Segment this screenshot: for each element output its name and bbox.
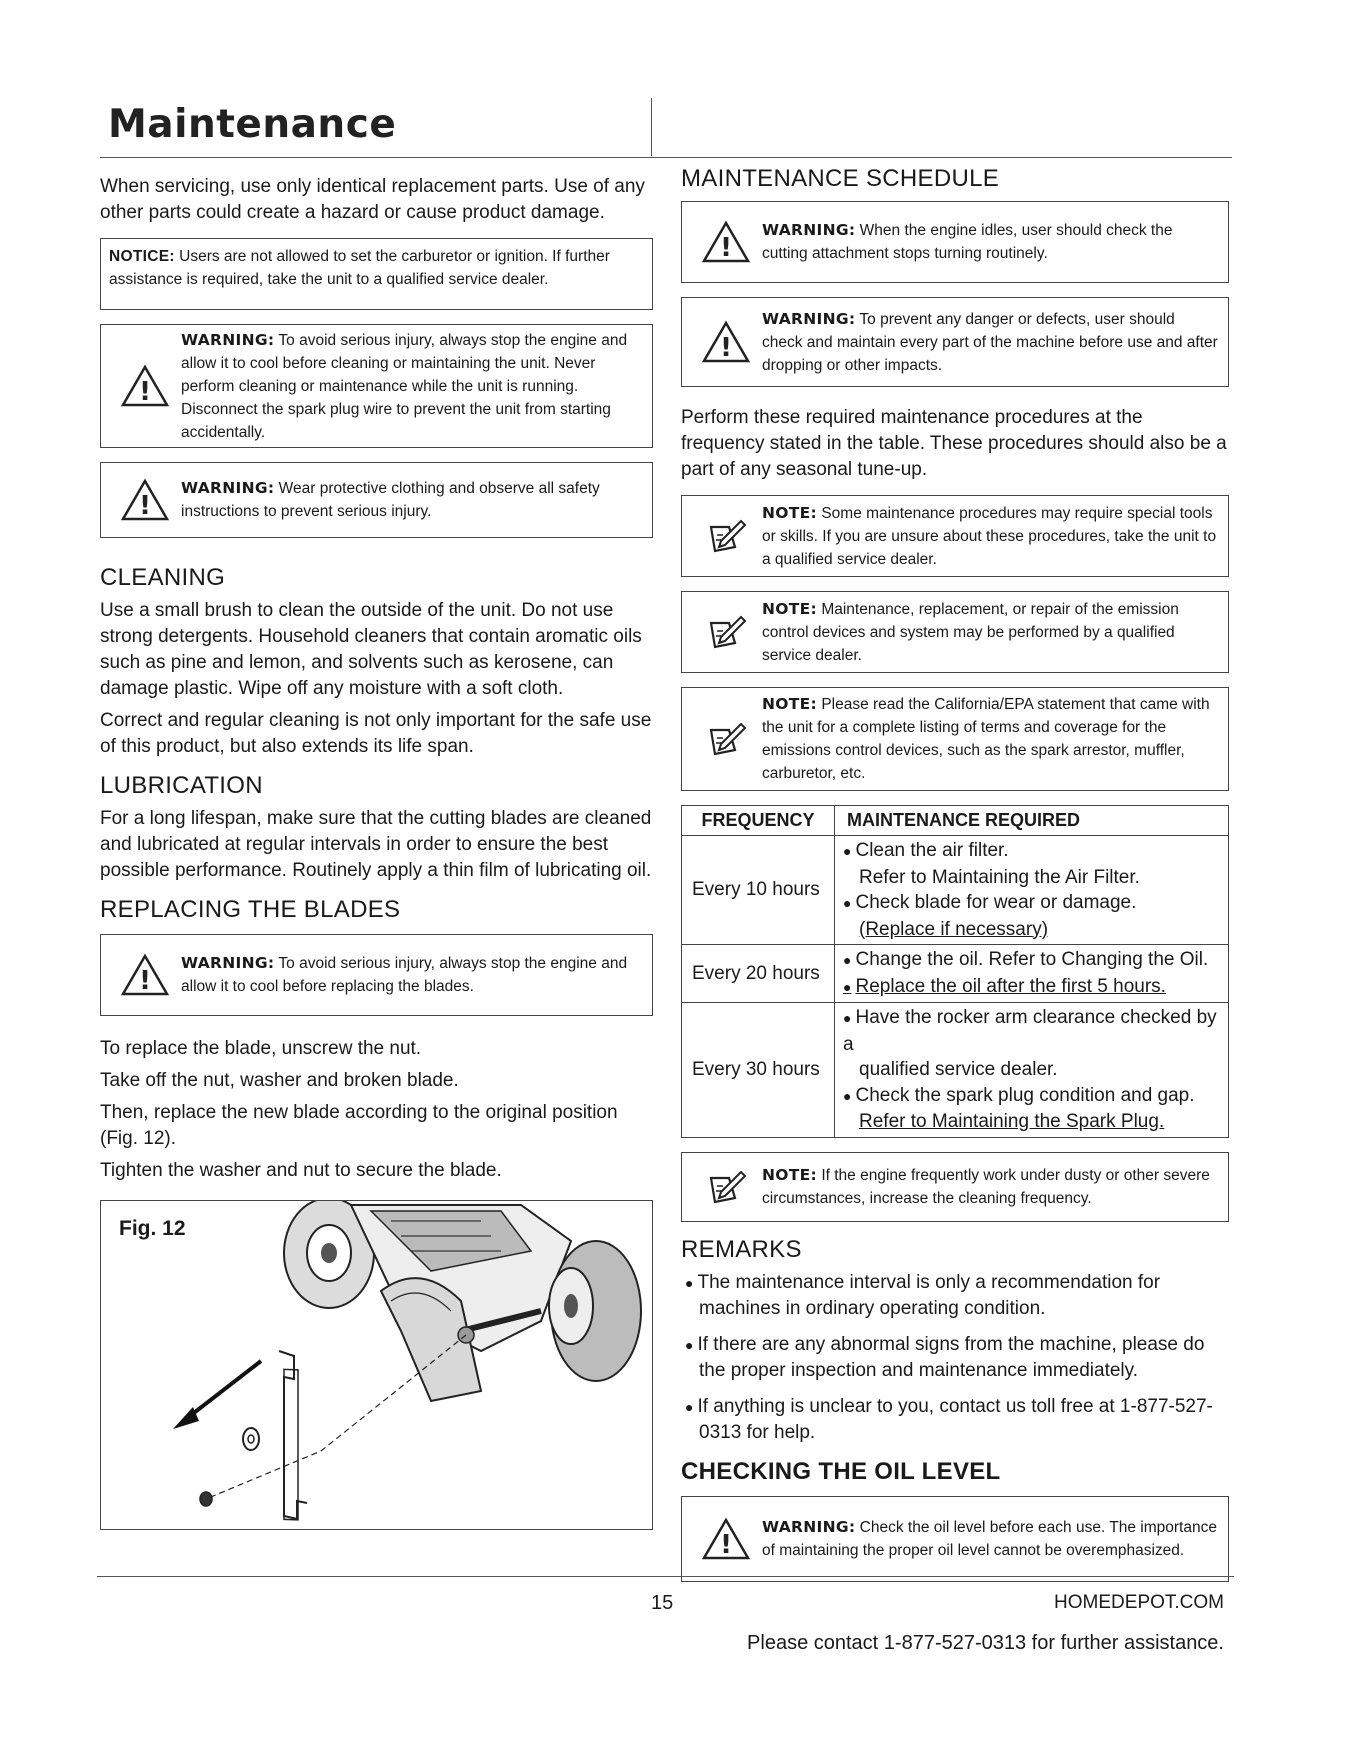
page-title: Maintenance [108,102,397,147]
remarks-heading: REMARKS [681,1235,802,1263]
warning-text-block [762,1516,1218,1562]
table-row [682,1003,1229,1138]
note-pencil-icon [690,1166,762,1208]
note-box-emission [681,591,1229,673]
note-pencil-icon [690,611,762,653]
note-text-block [762,693,1218,785]
footer-rule [97,1576,1234,1577]
note-text-block [762,502,1218,571]
notice-box [100,238,653,310]
list-item: ● The maintenance interval is only a recommendation for machines in ordinary operating condition. [685,1271,1161,1319]
warning-text-block [181,477,642,523]
page-number: 15 [651,1592,674,1614]
warning-text-block [762,308,1218,377]
blade-step-1: To replace the blade, unscrew the nut. [100,1038,422,1059]
warning-keyword: WARNING: [181,479,275,497]
svg-text:!: ! [720,333,732,363]
title-rule [100,157,1232,158]
task-line: ● Change the oil. Refer to Changing the Oil. [843,949,1209,970]
warning-text: When the engine idles, user should check the cutting attachment stops turning routinely. [762,222,1173,262]
left-column [100,174,653,1530]
note-box-dusty [681,1152,1229,1222]
cleaning-paragraph-1: Use a small brush to clean the outside of the unit. Do not use strong detergents. Household cleaners that contain aromatic oils such as pine and lemon, and solvents such as kerosene, can damage plastic. Wipe off any moisture with a soft cloth. [100,600,642,699]
task-subline: (Replace if necessary) [859,918,1049,940]
warning-keyword: WARNING: [762,1517,856,1536]
warning-text-block [181,329,642,444]
warning-text: Check the oil level before each use. The importance of maintaining the proper oil level cannot be overemphasized. [762,1518,1217,1559]
note-text: Some maintenance procedures may require special tools or skills. If you are unsure about these procedures, take the unit to a qualified service dealer. [762,504,1217,568]
warning-icon [109,478,181,522]
task-line: ● Replace the oil after the first 5 hours. [843,975,1166,997]
warning-box-oil [681,1496,1229,1582]
cleaning-heading: CLEANING [100,564,226,591]
figure-12 [100,1200,653,1530]
blades-heading: REPLACING THE BLADES [100,896,401,923]
table-row [682,836,1229,945]
svg-text:!: ! [139,966,151,996]
task-line: ● Have the rocker arm clearance checked by a [843,1007,1217,1055]
blade-step-3: Then, replace the new blade according to the original position (Fig. 12). [100,1102,618,1149]
note-keyword: NOTE: [762,695,818,713]
warning-text: To prevent any danger or defects, user should check and maintain every part of the machine before use and after dropping or other impacts. [762,310,1218,374]
contact-line: Please contact 1-877-527-0313 for further assistance. [747,1632,1224,1654]
schedule-intro: Perform these required maintenance procedures at the frequency stated in the table. These procedures should also be a part of any seasonal tune-up. [681,407,1227,480]
blade-step-2: Take off the nut, washer and broken blade. [100,1070,459,1091]
cleaning-paragraph-2: Correct and regular cleaning is not only important for the safe use of this product, but also extends its life span. [100,710,652,757]
frequency-cell: Every 30 hours [682,1003,835,1138]
note-keyword: NOTE: [762,1165,818,1184]
note-pencil-icon [690,515,762,557]
warning-text-block [181,952,642,998]
note-pencil-icon [690,718,762,760]
task-subline: qualified service dealer. [859,1059,1058,1080]
warning-icon [690,320,762,364]
warning-box-blades [100,934,653,1016]
warning-text: Wear protective clothing and observe all safety instructions to prevent serious injury. [181,480,600,520]
task-line: ● Check the spark plug condition and gap. [843,1084,1195,1106]
column-header-required: MAINTENANCE REQUIRED [835,806,1229,836]
warning-keyword: WARNING: [762,221,856,239]
svg-text:!: ! [720,233,732,263]
warning-keyword: WARNING: [181,330,275,349]
warning-icon [690,1517,762,1561]
note-box-tools [681,495,1229,577]
edger-blade-illustration [101,1201,651,1527]
note-text: If the engine frequently work under dusty or other severe circumstances, increase the cleaning frequency. [762,1166,1210,1207]
tasks-cell [835,1003,1229,1138]
lubrication-paragraph: For a long lifespan, make sure that the cutting blades are cleaned and lubricated at regular intervals in order to ensure the best possible performance. Routinely apply a thin film of lubricating oil. [100,808,652,881]
frequency-cell: Every 10 hours [682,836,835,945]
note-text-block [762,1164,1218,1210]
warning-keyword: WARNING: [181,954,275,972]
tasks-cell [835,945,1229,1003]
svg-text:!: ! [139,491,151,521]
header-divider [651,98,652,156]
lubrication-heading: LUBRICATION [100,772,263,799]
warning-icon [109,953,181,997]
warning-icon [690,220,762,264]
figure-label: Fig. 12 [119,1217,186,1240]
schedule-heading: MAINTENANCE SCHEDULE [681,165,1000,192]
warning-text-block [762,219,1218,265]
warning-text: To avoid serious injury, always stop the engine and allow it to cool before replacing the blades. [181,955,628,995]
list-item: ● If anything is unclear to you, contact us toll free at 1-877-527-0313 for help. [685,1395,1213,1443]
right-column [681,165,1229,1596]
frequency-cell: Every 20 hours [682,945,835,1003]
intro-text: When servicing, use only identical replacement parts. Use of any other parts could create a hazard or cause product damage. [100,176,645,223]
tasks-cell [835,836,1229,945]
task-subline: Refer to Maintaining the Air Filter. [859,866,1140,888]
note-text: Maintenance, replacement, or repair of the emission control devices and system may be performed by a qualified service dealer. [762,600,1179,664]
remarks-list [681,1270,1229,1446]
warning-box-clothing [100,462,653,538]
task-line: ● Check blade for wear or damage. [843,892,1137,913]
warning-keyword: WARNING: [762,309,856,328]
oil-heading: CHECKING THE OIL LEVEL [681,1457,1001,1485]
note-keyword: NOTE: [762,503,818,522]
svg-text:!: ! [720,1529,732,1560]
table-row [682,945,1229,1003]
warning-box-cleaning [100,324,653,448]
svg-text:!: ! [139,377,151,407]
warning-box-impact [681,297,1229,387]
note-text: Please read the California/EPA statement that came with the unit for a complete listing of terms and coverage for the emissions control devices, such as the spark arrestor, muffler, carburetor, etc. [762,696,1210,782]
warning-box-idle [681,201,1229,283]
table-header-row [682,806,1229,836]
warning-icon [109,364,181,408]
note-box-california [681,687,1229,791]
blade-step-4: Tighten the washer and nut to secure the blade. [100,1160,502,1181]
notice-text: Users are not allowed to set the carburetor or ignition. If further assistance is required, take the unit to a qualified service dealer. [109,248,610,288]
note-keyword: NOTE: [762,599,818,618]
warning-text: To avoid serious injury, always stop the engine and allow it to cool before cleaning or maintaining the unit. Never perform cleaning or maintenance while the unit is running. Disconnect the spark plug wire to prevent the unit from starting accidentally. [181,331,628,441]
note-text-block [762,598,1218,667]
maintenance-schedule-table [681,805,1229,1138]
column-header-frequency: FREQUENCY [682,806,835,836]
task-subline: Refer to Maintaining the Spark Plug. [859,1111,1165,1132]
task-line: ● Clean the air filter. [843,840,1009,861]
list-item: ● If there are any abnormal signs from the machine, please do the proper inspection and maintenance immediately. [685,1333,1205,1381]
notice-keyword: NOTICE: [109,248,175,265]
brand-website: HOMEDEPOT.COM [1054,1592,1224,1613]
